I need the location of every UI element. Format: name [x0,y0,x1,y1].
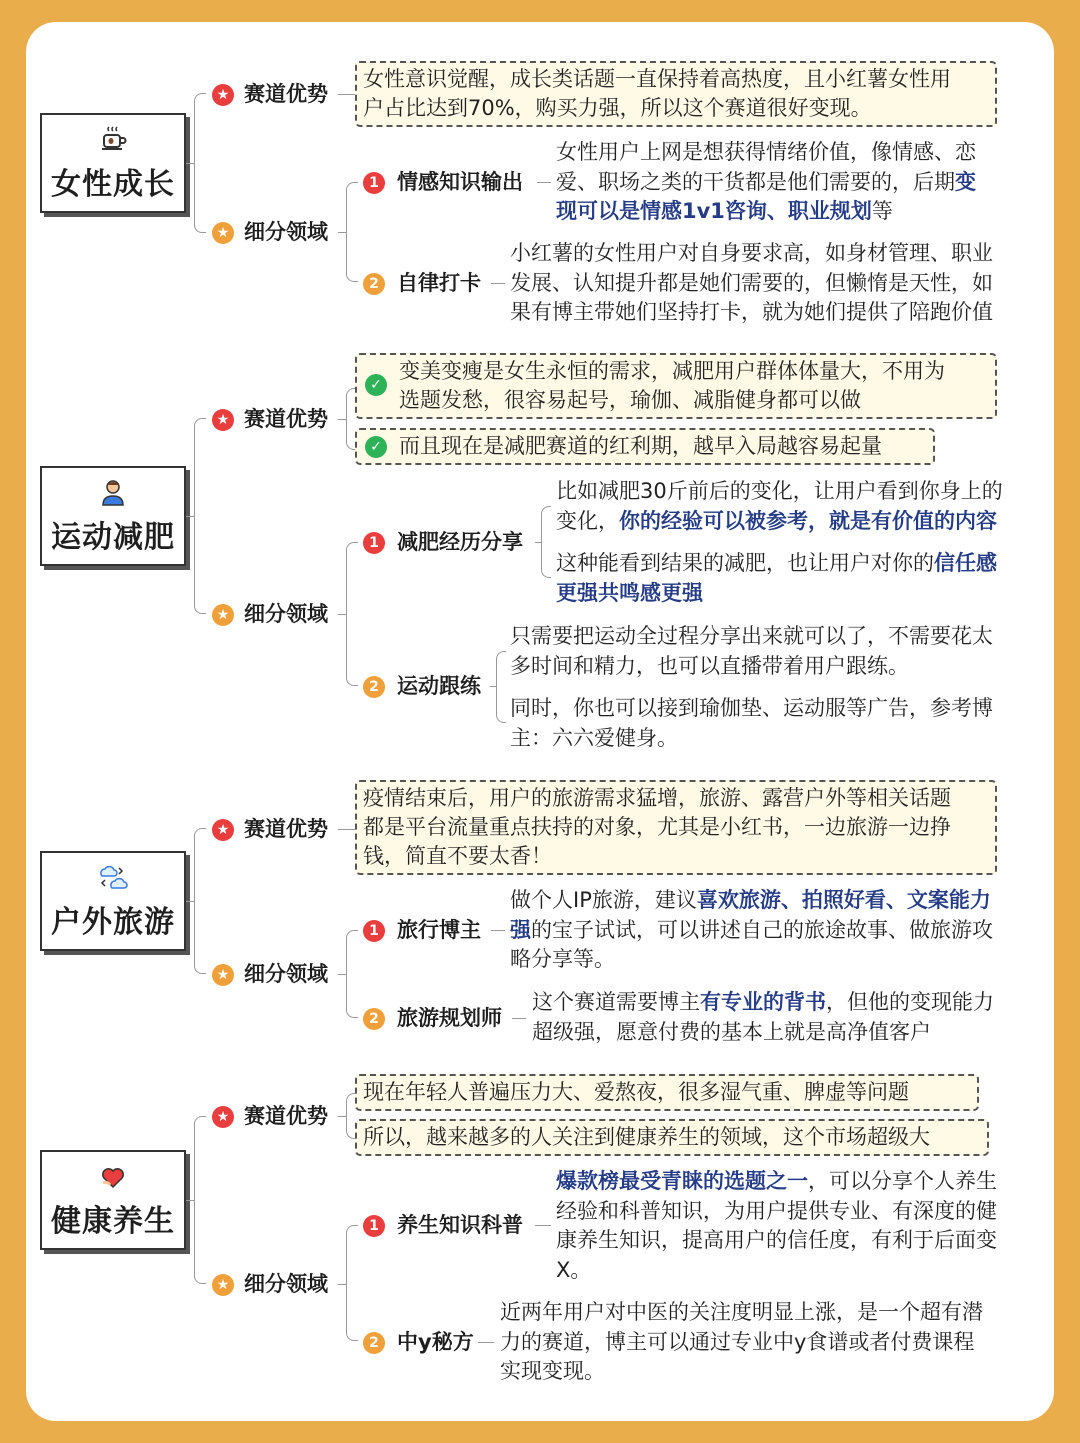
subfield-description: 做个人IP旅游，建议喜欢旅游、拍照好看、文案能力 强的宝子试试，可以讲述自己的旅途故事、做旅游攻 略分享等。 [510,888,993,971]
heart-hand-icon [42,1160,184,1190]
subfield-description: 只需要把运动全过程分享出来就可以了，不需要花太 多时间和精力，也可以直播带着用户跟练。 同时，你也可以接到瑜伽垫、运动服等广告，参考博 主：六六爱健身。 [510,624,993,750]
coffee-cup-icon [42,123,184,153]
star-icon: ★ [212,1274,234,1296]
advantage-note: 女性意识觉醒，成长类话题一直保持着高热度，且小红薯女性用 户占比达到70%，购买力强，所以这个赛道很好变现。 [355,61,997,127]
subfield-tcm-recipes: 2 中y秘方 [363,1328,474,1356]
subfield-workout-follow: 2 运动跟练 [363,672,481,700]
root-title: 健康养生 [51,1204,175,1239]
advantage-label: ★ 赛道优势 [212,815,328,843]
root-node-female-growth [40,113,186,213]
advantage-note: ✓ 而且现在是减肥赛道的红利期，越早入局越容易起量 [355,428,935,465]
star-icon: ★ [212,1106,234,1128]
subfield-description: 爆款榜最受青睐的选题之一，可以分享个人养生 经验和科普知识，为用户提供专业、有深度的健 康养生知识，提高用户的信任度，有利于后面变 X。 [556,1169,997,1282]
subfield-weight-loss-sharing: 1 减肥经历分享 [363,528,523,556]
subfield-description: 女性用户上网是想获得情绪价值，像情感、恋 爱、职场之类的干货都是他们需要的，后期变 现可以是情感1v1咨询、职业规划等 [556,140,976,223]
number-1-badge: 1 [363,920,385,942]
star-icon: ★ [212,409,234,431]
number-2-badge: 2 [363,273,385,295]
subfield-emotional-knowledge: 1 情感知识输出 [363,168,523,196]
advantage-label: ★ 赛道优势 [212,1102,328,1130]
star-icon: ★ [212,964,234,986]
subfield-travel-blogger: 1 旅行博主 [363,916,481,944]
subfield-description: 这个赛道需要博主有专业的背书，但他的变现能力 超级强，愿意付费的基本上就是高净值客户 [532,990,994,1044]
subfield-travel-planner: 2 旅游规划师 [363,1004,502,1032]
subfield-description: 近两年用户对中医的关注度明显上涨，是一个超有潜 力的赛道，博主可以通过专业中y食谱或者付费课程 实现变现。 [500,1300,983,1383]
star-icon: ★ [212,604,234,626]
root-node-outdoor-travel [40,851,186,951]
star-icon: ★ [212,222,234,244]
number-2-badge: 2 [363,676,385,698]
number-2-badge: 2 [363,1332,385,1354]
star-icon: ★ [212,84,234,106]
subfield-label: ★ 细分领域 [212,600,328,628]
root-title: 户外旅游 [51,905,175,940]
root-title: 女性成长 [51,167,175,202]
subfield-health-knowledge: 1 养生知识科普 [363,1211,523,1239]
number-1-badge: 1 [363,172,385,194]
subfield-label: ★ 细分领域 [212,960,328,988]
subfield-label: ★ 细分领域 [212,218,328,246]
subfield-description: 小红薯的女性用户对自身要求高，如身材管理、职业 发展、认知提升都是她们需要的，但懒惰是天性，如 果有博主带她们坚持打卡，就为她们提供了陪跑价值 [510,241,993,324]
person-icon [42,476,184,506]
number-2-badge: 2 [363,1008,385,1030]
root-node-fitness [40,466,186,566]
subfield-label: ★ 细分领域 [212,1270,328,1298]
star-icon: ★ [212,819,234,841]
advantage-note: ✓ 变美变瘦是女生永恒的需求，减肥用户群体体量大，不用为 选题发愁，很容易起号，瑜伽、减脂健身都可以做 [355,353,997,419]
check-icon: ✓ [365,436,387,458]
check-icon: ✓ [365,374,387,396]
advantage-label: ★ 赛道优势 [212,405,328,433]
number-1-badge: 1 [363,532,385,554]
advantage-note: 现在年轻人普遍压力大、爱熬夜，很多湿气重、脾虚等问题 [355,1074,979,1111]
cloud-swap-icon [42,861,184,891]
root-node-health [40,1150,186,1250]
number-1-badge: 1 [363,1215,385,1237]
subfield-self-discipline: 2 自律打卡 [363,269,481,297]
advantage-note: 所以，越来越多的人关注到健康养生的领域，这个市场超级大 [355,1119,989,1156]
root-title: 运动减肥 [51,520,175,555]
advantage-label: ★ 赛道优势 [212,80,328,108]
advantage-note: 疫情结束后，用户的旅游需求猛增，旅游、露营户外等相关话题 都是平台流量重点扶持的对象，尤其是小红书，一边旅游一边挣 钱，简直不要太香！ [355,780,997,875]
subfield-description: 比如减肥30斤前后的变化，让用户看到你身上的 变化，你的经验可以被参考，就是有价值的内容 这种能看到结果的减肥，也让用户对你的信任感 更强共鸣感更强 [556,479,1003,605]
